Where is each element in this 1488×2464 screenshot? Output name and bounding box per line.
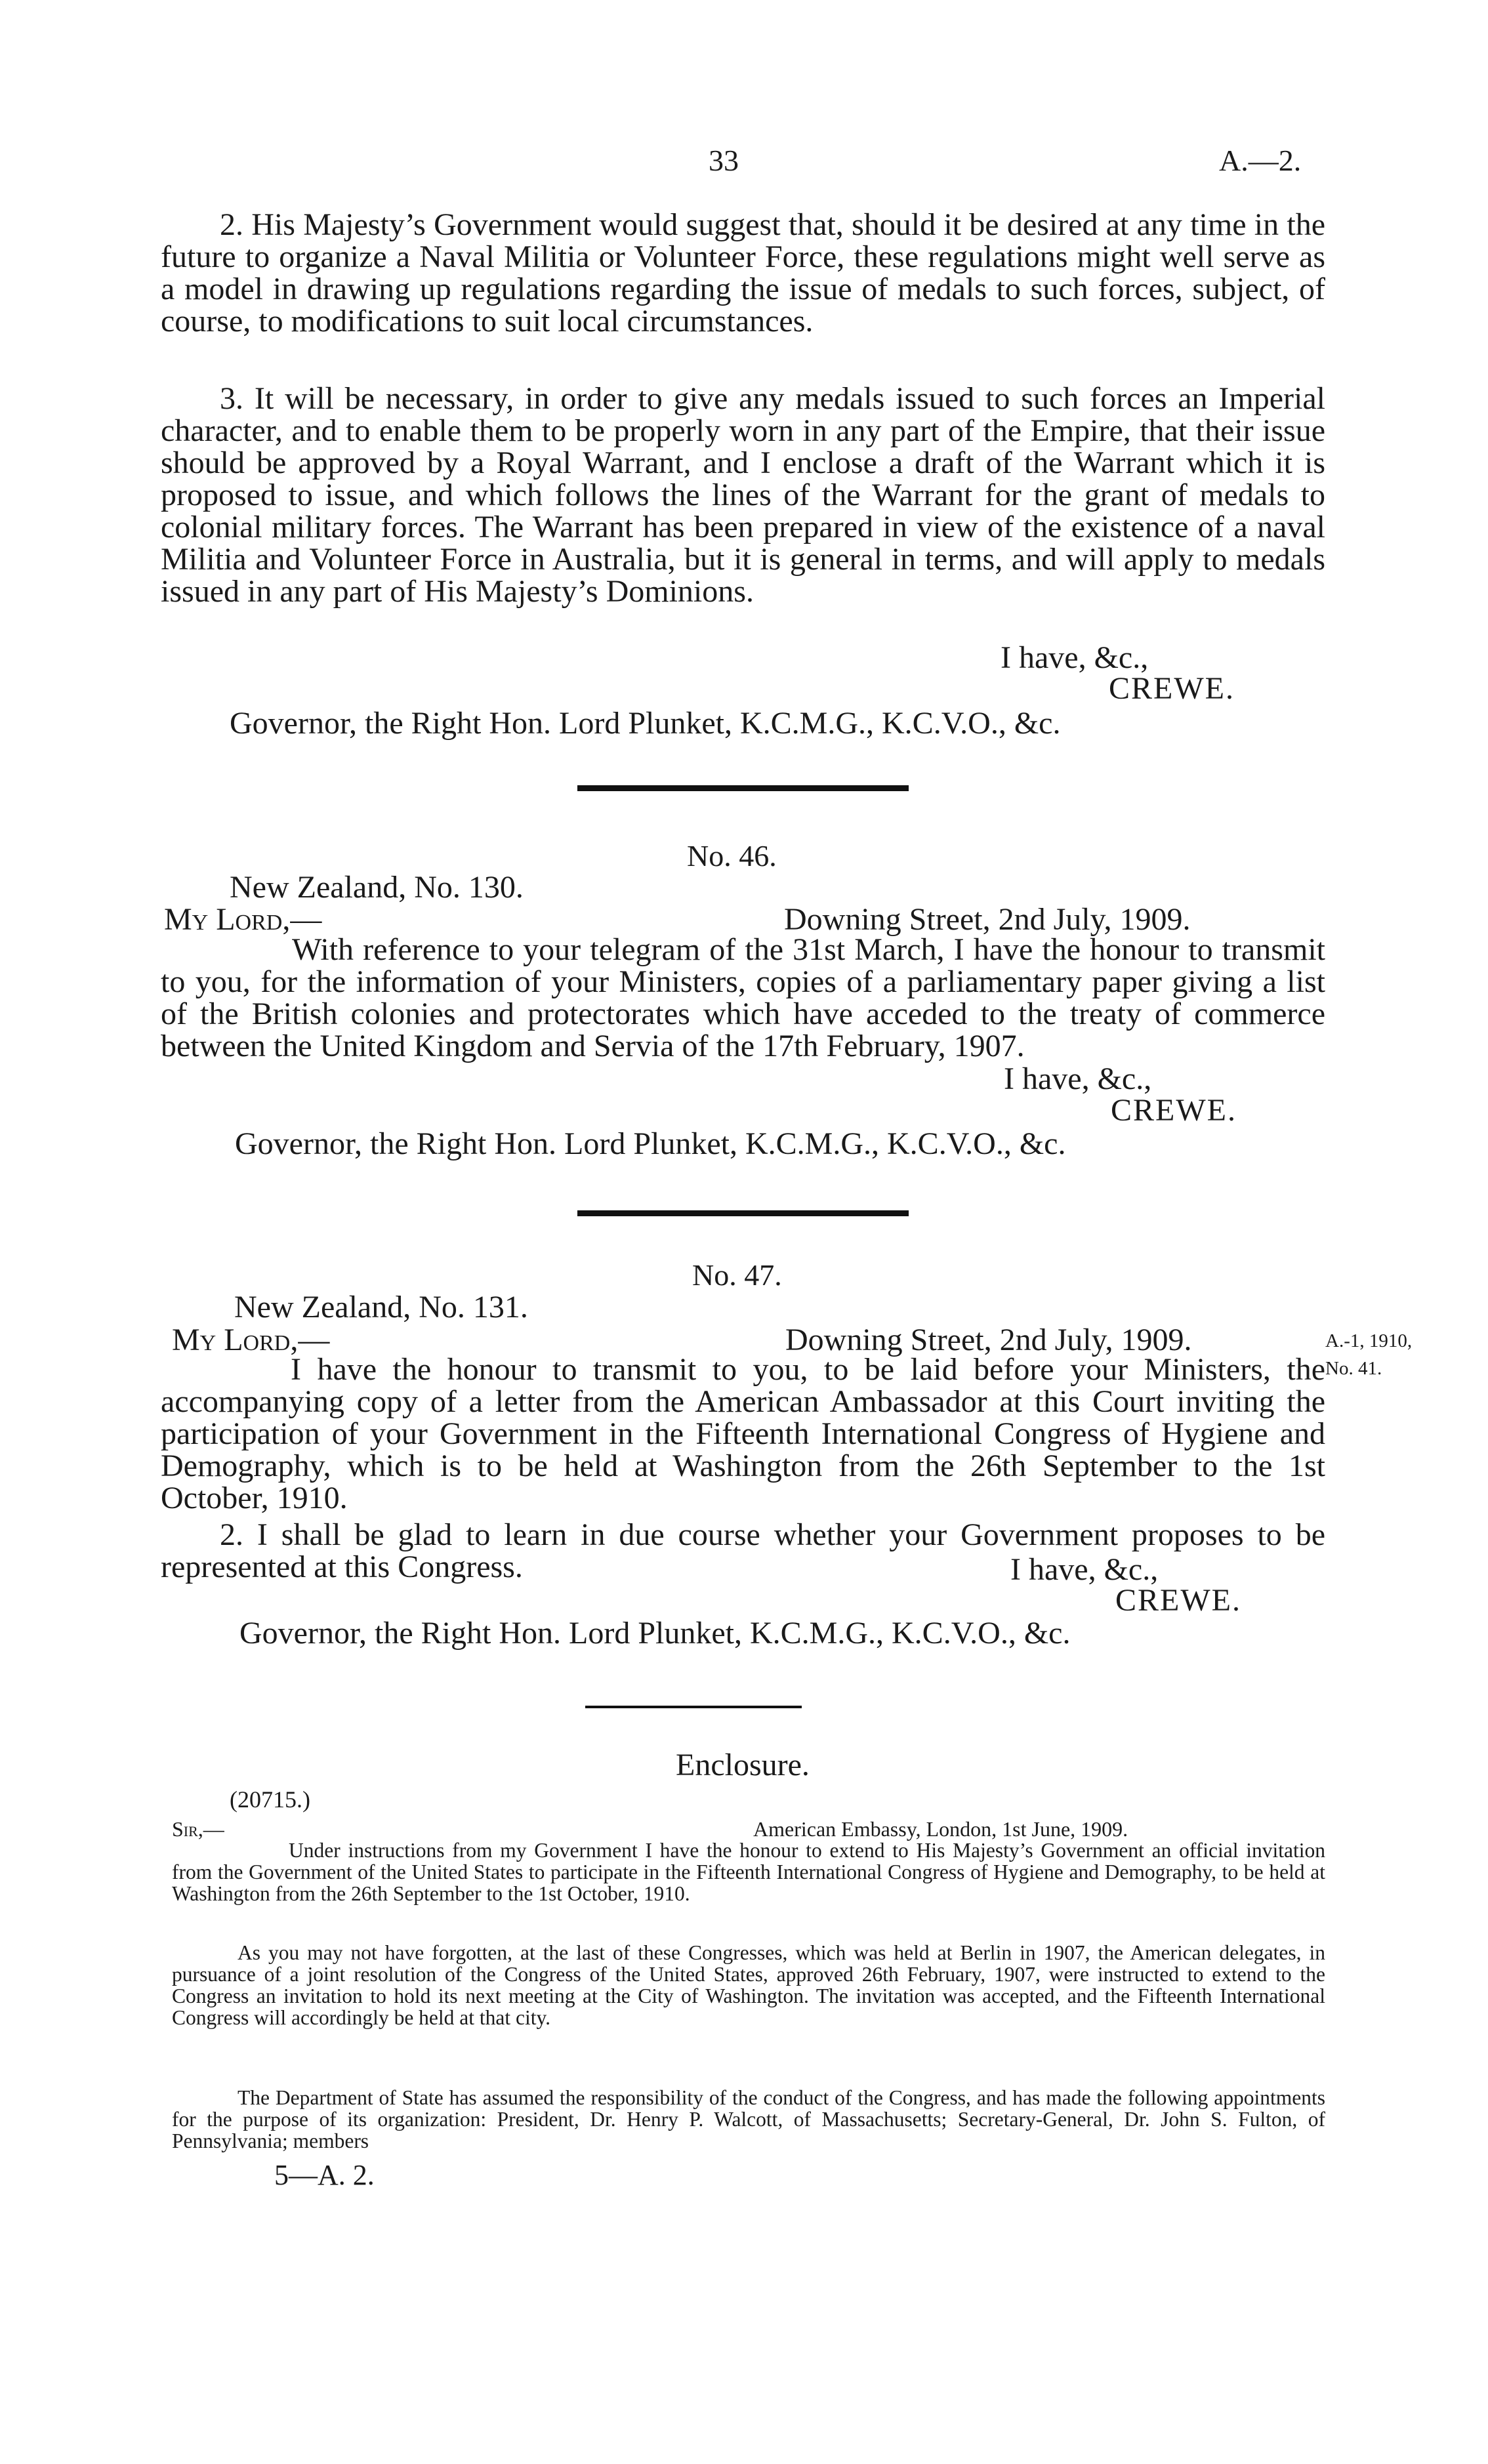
dispatch-series: New Zealand, No. 130. (230, 870, 524, 905)
letter-number: No. 47. (692, 1258, 782, 1292)
enclosure-heading: Enclosure. (676, 1748, 810, 1782)
paragraph-2: As you may not have forgotten, at the last of these Congresses, which was held at Berlin in 1907, the American delegates, in pursuance of a joint resolution of the Congress of the United States, approved 26th February, 1907, were instructed to extend to the Congress an invitation to hold its next meeting at the City of Washington. The invitation was accepted, and the Fifteenth International Congress will accordingly be held at that city. (172, 1941, 1325, 2029)
paragraph-3: 3. It will be necessary, in order to give any medals issued to such forces an Imperial character, and to enable them to be properly worn in any part of the Empire, that their issue should be approved by a Royal Warrant, and I enclose a draft of the Warrant which it is proposed to issue, and which follows the lines of the Warrant for the grant of medals to colonial military forces. The Warrant has been prepared in view of the existence of a naval Militia and Volunteer Force in Australia, but it is general in terms, and will apply to medals issued in any part of His Majesty’s Dominions. (161, 381, 1325, 609)
place-and-date: Downing Street, 2nd July, 1909. (784, 902, 1191, 937)
addressee: Governor, the Right Hon. Lord Plunket, K.C.M.G., K.C.V.O., &c. (239, 1616, 1071, 1651)
margin-note: A.-1, 1910, (1325, 1330, 1413, 1351)
closing-formula: I have, &c., (1010, 1552, 1159, 1587)
addressee: Governor, the Right Hon. Lord Plunket, K.C.M.G., K.C.V.O., &c. (230, 706, 1061, 741)
paragraph-2: 2. I shall be glad to learn in due course whether your Government proposes to be represented at this Congress. (161, 1517, 1325, 1584)
place-and-date: American Embassy, London, 1st June, 1909. (753, 1817, 1128, 1841)
signature: CREWE. (1115, 1583, 1241, 1618)
section-divider (577, 1210, 909, 1216)
salutation: My Lord,— (172, 1323, 330, 1357)
signature: CREWE. (1109, 671, 1235, 706)
signature: CREWE. (1111, 1093, 1237, 1128)
salutation: Sir,— (172, 1817, 224, 1841)
paragraph-3: The Department of State has assumed the responsibility of the conduct of the Congress, and has made the following appointments for the purpose of its organization: President, Dr. Henry P. Walcott, of Massachusetts; Secretary-General, Dr. John S. Fulton, of Pennsylvania; members (172, 2086, 1325, 2152)
section-divider (585, 1706, 802, 1708)
section-divider (577, 785, 909, 791)
closing-formula: I have, &c., (1001, 640, 1149, 675)
paragraph-1: Under instructions from my Government I have the honour to extend to His Majesty’s Government an official invitation from the Government of the United States to participate in the Fifteenth International Congress of Hygiene and Demography, to be held at Washington from the 26th September to the 1st October, 1910. (172, 1839, 1325, 1905)
place-and-date: Downing Street, 2nd July, 1909. (785, 1323, 1192, 1357)
document-reference: A.—2. (1219, 144, 1302, 177)
printer-signature-mark: 5—A. 2. (274, 2159, 375, 2191)
page-number: 33 (709, 144, 739, 177)
salutation: My Lord,— (164, 902, 322, 937)
closing-formula: I have, &c., (1004, 1061, 1152, 1096)
dispatch-series: New Zealand, No. 131. (234, 1290, 528, 1324)
letter-number: No. 46. (687, 839, 777, 873)
margin-note: No. 41. (1325, 1358, 1382, 1379)
paragraph-2: 2. His Majesty’s Government would suggest that, should it be desired at any time in the future to organize a Naval Militia or Volunteer Force, these regulations might well serve as a model in drawing up regulations regarding the issue of medals to such forces, subject, of course, to modifications to suit local circumstances. (161, 207, 1325, 339)
file-reference: (20715.) (230, 1786, 310, 1813)
paragraph-1: I have the honour to transmit to you, to be laid before your Ministers, the accompanying copy of a letter from the American Ambassador at this Court inviting the participation of your Government in the Fifteenth International Congress of Hygiene and Demography, which is to be held at Washington from the 26th September to the 1st October, 1910. (161, 1352, 1325, 1515)
addressee: Governor, the Right Hon. Lord Plunket, K.C.M.G., K.C.V.O., &c. (235, 1126, 1066, 1161)
letter-body: With reference to your telegram of the 31st March, I have the honour to transmit to you, for the information of your Ministers, copies of a parliamentary paper giving a list of the British colonies and protectorates which have acceded to the treaty of commerce between the United Kingdom and Servia of the 17th February, 1907. (161, 932, 1325, 1063)
